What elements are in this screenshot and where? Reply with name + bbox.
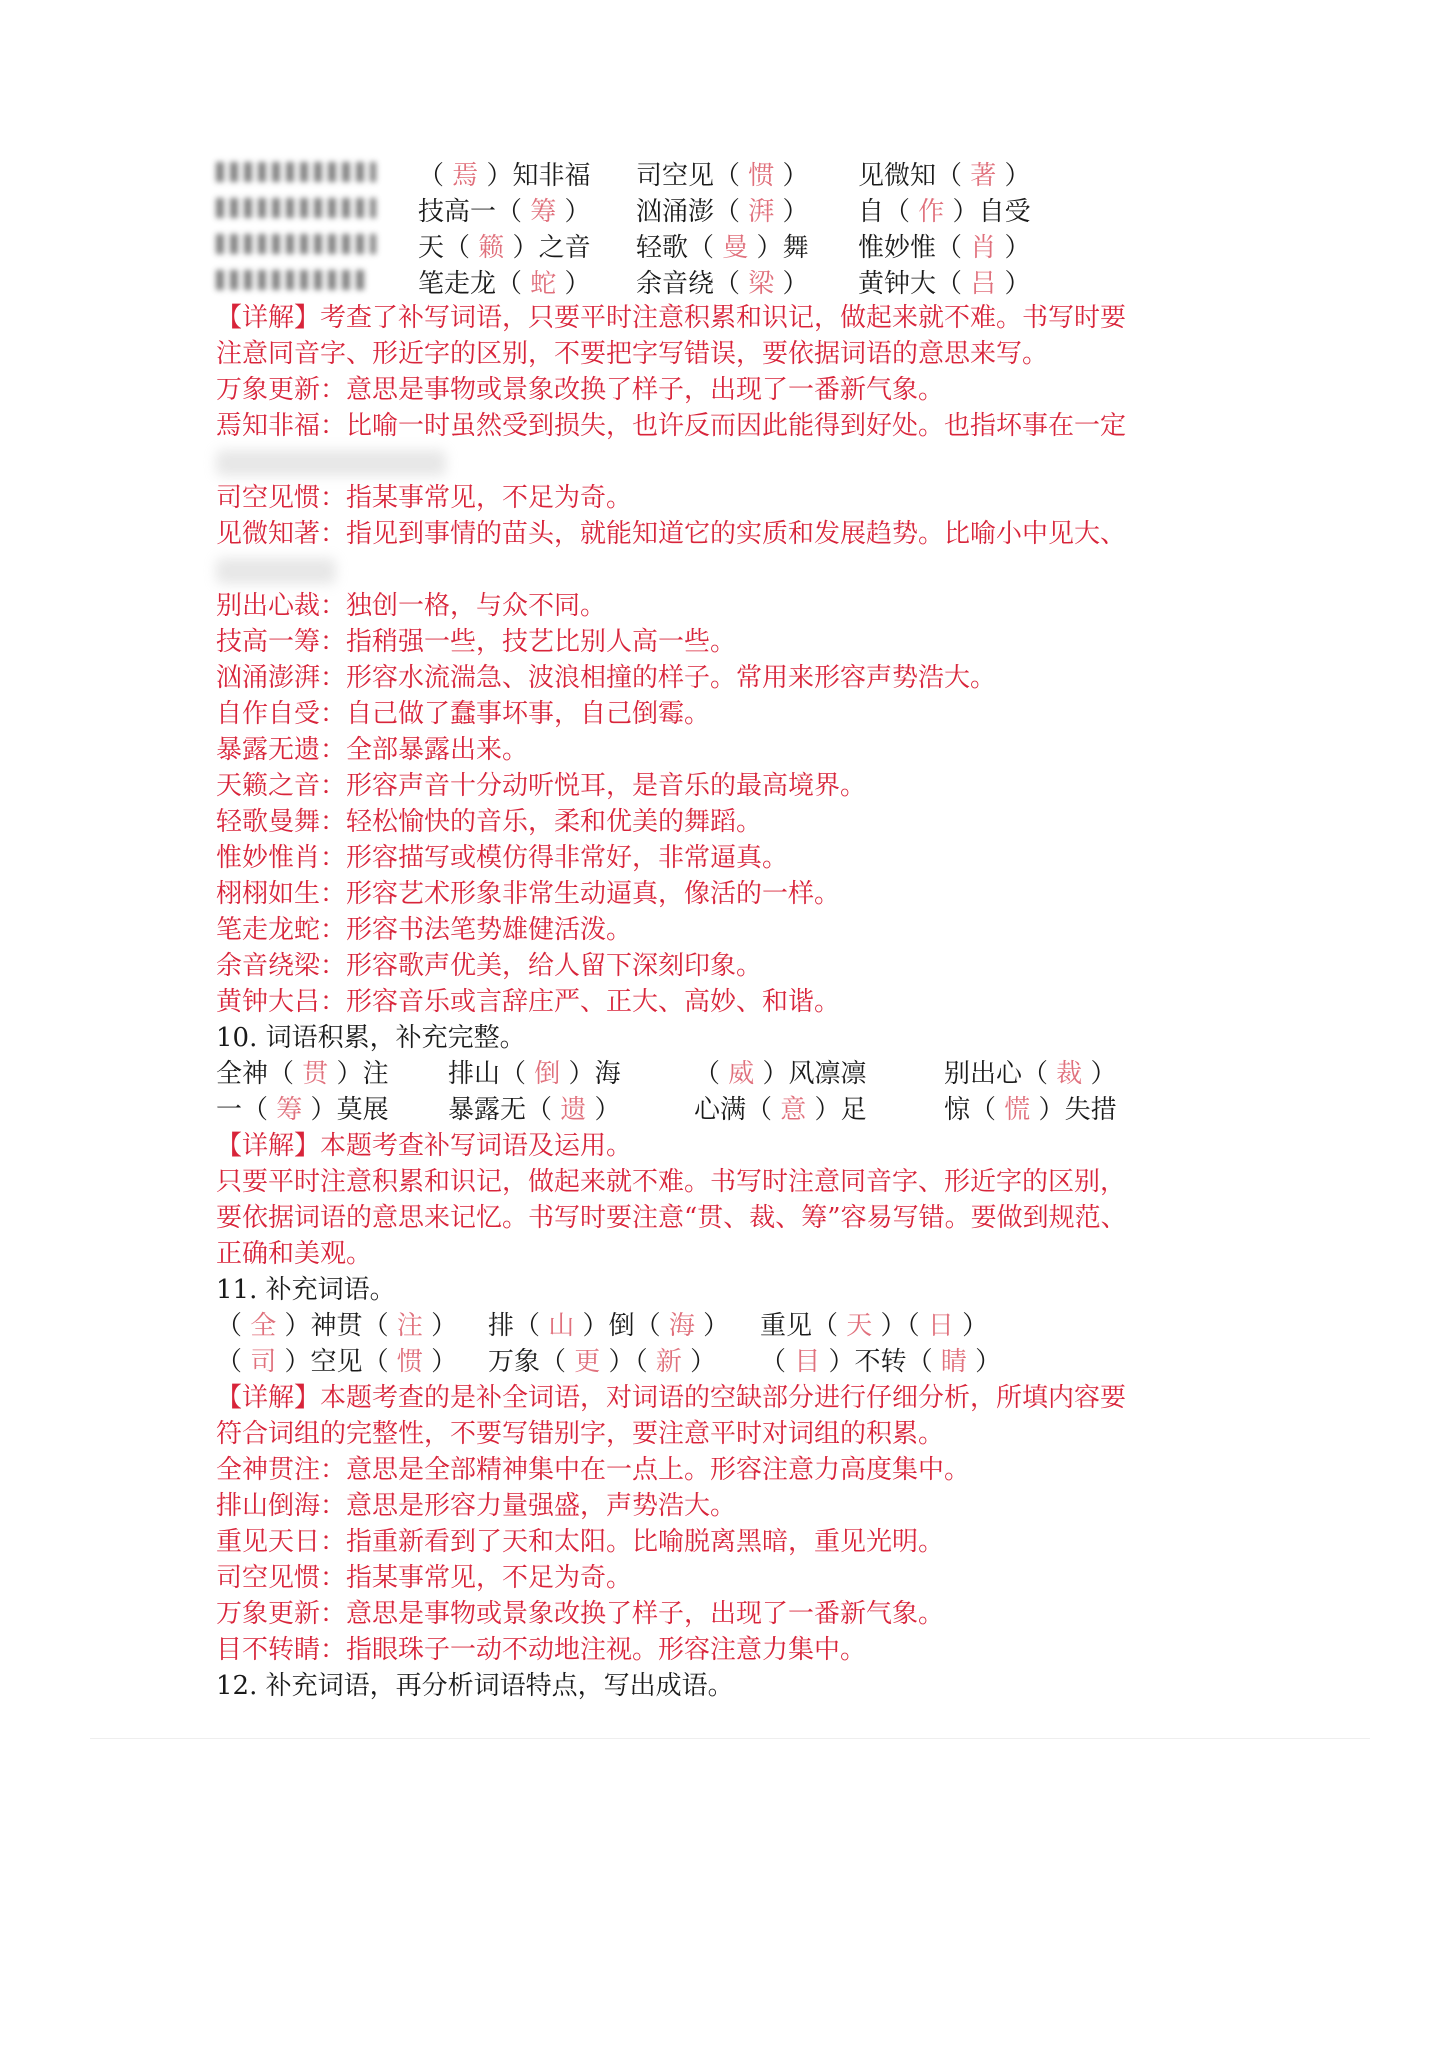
idiom-fill-cell: 自（ 作 ）自受 [858, 197, 1031, 227]
detail-text: 符合词组的完整性，不要写错别字，要注意平时对词组的积累。 [216, 1419, 945, 1449]
filled-answer: 海 [668, 1311, 695, 1341]
idiom-explanation: 见微知著：指见到事情的苗头，就能知道它的实质和发展趋势。比喻小中见大、 [216, 519, 1127, 549]
filled-answer: 梁 [748, 269, 775, 299]
idiom-fill-cell: 重见（ 天 ）（ 日 ） [760, 1311, 989, 1341]
detail-text: 正确和美观。 [216, 1239, 373, 1269]
idiom-fill-cell: （ 焉 ）知非福 [418, 161, 591, 191]
redacted-label [216, 162, 376, 182]
filled-answer: 著 [970, 161, 997, 191]
filled-answer: 蛇 [530, 269, 557, 299]
idiom-explanation: 天籁之音：形容声音十分动听悦耳，是音乐的最高境界。 [216, 771, 867, 801]
idiom-fill-cell: 惊（ 慌 ）失措 [944, 1095, 1117, 1125]
idiom-explanation: 司空见惯：指某事常见，不足为奇。 [216, 483, 633, 513]
idiom-explanation: 技高一筹：指稍强一些，技艺比别人高一些。 [216, 627, 737, 657]
idiom-explanation: 轻歌曼舞：轻松愉快的音乐，柔和优美的舞蹈。 [216, 807, 763, 837]
idiom-fill-cell: 笔走龙（ 蛇 ） [418, 269, 591, 299]
idiom-fill-cell: 心满（ 意 ）足 [694, 1095, 867, 1125]
filled-answer: 意 [780, 1095, 807, 1125]
idiom-fill-cell: （ 全 ）神贯（ 注 ） [216, 1311, 458, 1341]
question-11-title: 11. 补充词语。 [216, 1275, 396, 1305]
filled-answer: 贯 [302, 1059, 329, 1089]
blurred-line [216, 450, 446, 476]
idiom-fill-cell: 别出心（ 裁 ） [944, 1059, 1117, 1089]
filled-answer: 湃 [748, 197, 775, 227]
filled-answer: 睛 [940, 1347, 967, 1377]
idiom-fill-cell: 万象（ 更 ）（ 新 ） [488, 1347, 717, 1377]
idiom-fill-cell: 全神（ 贯 ）注 [216, 1059, 389, 1089]
idiom-explanation: 司空见惯：指某事常见，不足为奇。 [216, 1563, 633, 1593]
idiom-fill-cell: （ 目 ）不转（ 睛 ） [760, 1347, 1002, 1377]
idiom-explanation: 余音绕梁：形容歌声优美，给人留下深刻印象。 [216, 951, 763, 981]
detail-heading: 【详解】本题考查的是补全词语，对词语的空缺部分进行仔细分析，所填内容要 [216, 1383, 1127, 1413]
idiom-fill-cell: 排山（ 倒 ）海 [448, 1059, 621, 1089]
filled-answer: 裁 [1056, 1059, 1083, 1089]
blurred-line [216, 558, 336, 584]
idiom-fill-cell: 轻歌（ 曼 ）舞 [636, 233, 809, 263]
idiom-fill-cell: 惟妙惟（ 肖 ） [858, 233, 1031, 263]
filled-answer: 筹 [530, 197, 557, 227]
idiom-fill-cell: 黄钟大（ 吕 ） [858, 269, 1031, 299]
filled-answer: 惯 [396, 1347, 423, 1377]
idiom-explanation: 别出心裁：独创一格，与众不同。 [216, 591, 607, 621]
question-10-title: 10. 词语积累，补充完整。 [216, 1023, 526, 1053]
filled-answer: 更 [574, 1347, 601, 1377]
filled-answer: 作 [918, 197, 945, 227]
idiom-fill-cell: 见微知（ 著 ） [858, 161, 1031, 191]
idiom-fill-cell: 暴露无（ 遗 ） [448, 1095, 621, 1125]
question-12-title: 12. 补充词语，再分析词语特点，写出成语。 [216, 1671, 734, 1701]
detail-heading: 【详解】考查了补写词语，只要平时注意积累和识记，做起来就不难。书写时要 [216, 303, 1127, 333]
filled-answer: 倒 [534, 1059, 561, 1089]
detail-text: 注意同音字、形近字的区别，不要把字写错误，要依据词语的意思来写。 [216, 339, 1049, 369]
filled-answer: 司 [250, 1347, 277, 1377]
filled-answer: 慌 [1004, 1095, 1031, 1125]
idiom-explanation: 排山倒海：意思是形容力量强盛，声势浩大。 [216, 1491, 737, 1521]
idiom-explanation: 目不转睛：指眼珠子一动不动地注视。形容注意力集中。 [216, 1635, 867, 1665]
idiom-explanation: 汹涌澎湃：形容水流湍急、波浪相撞的样子。常用来形容声势浩大。 [216, 663, 997, 693]
filled-answer: 新 [655, 1347, 682, 1377]
idiom-fill-cell: 排（ 山 ）倒（ 海 ） [488, 1311, 730, 1341]
filled-answer: 山 [548, 1311, 575, 1341]
filled-answer: 全 [250, 1311, 277, 1341]
idiom-explanation: 万象更新：意思是事物或景象改换了样子，出现了一番新气象。 [216, 375, 945, 405]
filled-answer: 曼 [722, 233, 749, 263]
redacted-label [216, 270, 366, 290]
idiom-explanation: 栩栩如生：形容艺术形象非常生动逼真，像活的一样。 [216, 879, 841, 909]
idiom-explanation: 自作自受：自己做了蠢事坏事，自己倒霉。 [216, 699, 711, 729]
idiom-explanation: 黄钟大吕：形容音乐或言辞庄严、正大、高妙、和谐。 [216, 987, 841, 1017]
idiom-fill-cell: （ 威 ）风凛凛 [694, 1059, 867, 1089]
page-divider [90, 1738, 1370, 1739]
detail-text: 只要平时注意积累和识记，做起来就不难。书写时注意同音字、形近字的区别， [216, 1167, 1127, 1197]
filled-answer: 籁 [478, 233, 505, 263]
idiom-explanation: 暴露无遗：全部暴露出来。 [216, 735, 529, 765]
idiom-explanation: 笔走龙蛇：形容书法笔势雄健活泼。 [216, 915, 633, 945]
filled-answer: 注 [396, 1311, 423, 1341]
filled-answer: 威 [728, 1059, 755, 1089]
idiom-fill-cell: （ 司 ）空见（ 惯 ） [216, 1347, 458, 1377]
idiom-fill-cell: 天（ 籁 ）之音 [418, 233, 591, 263]
filled-answer: 遗 [560, 1095, 587, 1125]
filled-answer: 目 [794, 1347, 821, 1377]
filled-answer: 筹 [276, 1095, 303, 1125]
redacted-label [216, 234, 376, 254]
filled-answer: 肖 [970, 233, 997, 263]
idiom-explanation: 惟妙惟肖：形容描写或模仿得非常好，非常逼真。 [216, 843, 789, 873]
filled-answer: 焉 [452, 161, 479, 191]
idiom-explanation: 重见天日：指重新看到了天和太阳。比喻脱离黑暗，重见光明。 [216, 1527, 945, 1557]
idiom-fill-cell: 汹涌澎（ 湃 ） [636, 197, 809, 227]
detail-heading: 【详解】本题考查补写词语及运用。 [216, 1131, 633, 1161]
idiom-fill-cell: 技高一（ 筹 ） [418, 197, 591, 227]
idiom-explanation: 全神贯注：意思是全部精神集中在一点上。形容注意力高度集中。 [216, 1455, 971, 1485]
redacted-label [216, 198, 376, 218]
idiom-fill-cell: 余音绕（ 梁 ） [636, 269, 809, 299]
idiom-explanation: 万象更新：意思是事物或景象改换了样子，出现了一番新气象。 [216, 1599, 945, 1629]
idiom-fill-cell: 一（ 筹 ）莫展 [216, 1095, 389, 1125]
idiom-fill-cell: 司空见（ 惯 ） [636, 161, 809, 191]
filled-answer: 吕 [970, 269, 997, 299]
filled-answer: 天 [846, 1311, 873, 1341]
detail-text: 要依据词语的意思来记忆。书写时要注意“贯、裁、筹”容易写错。要做到规范、 [216, 1203, 1127, 1233]
filled-answer: 惯 [748, 161, 775, 191]
idiom-explanation: 焉知非福：比喻一时虽然受到损失，也许反而因此能得到好处。也指坏事在一定 [216, 411, 1127, 441]
filled-answer: 日 [927, 1311, 954, 1341]
